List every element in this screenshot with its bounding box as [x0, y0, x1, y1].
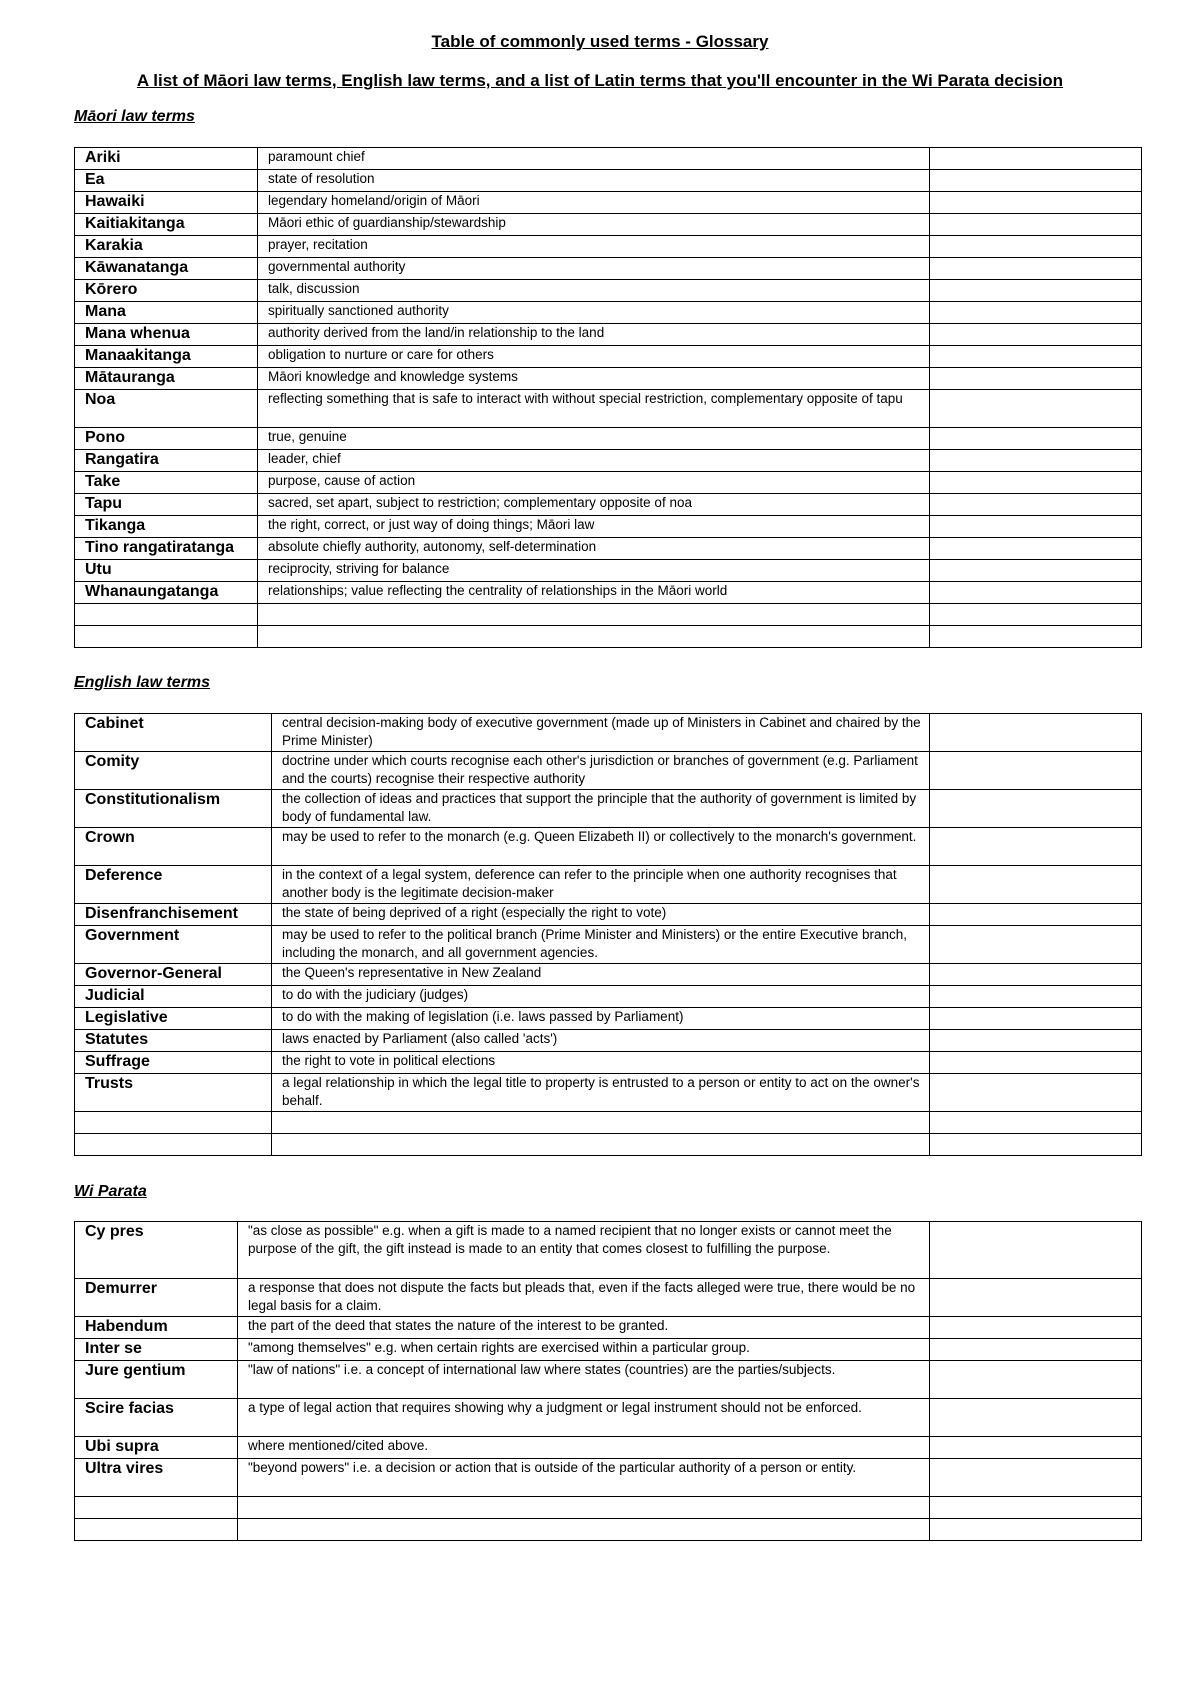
- definition-cell: paramount chief: [258, 148, 930, 170]
- definition-cell: to do with the making of legislation (i.e. laws passed by Parliament): [272, 1008, 930, 1030]
- empty-row: [75, 604, 1142, 626]
- english-terms-table: [74, 713, 1142, 1156]
- term-cell: Legislative: [75, 1008, 272, 1030]
- page-title: Table of commonly used terms - Glossary: [431, 32, 769, 51]
- section-heading-english: English law terms: [74, 674, 211, 691]
- term-cell: Kōrero: [75, 280, 258, 302]
- notes-cell: [930, 926, 1142, 964]
- definition-cell: obligation to nurture or care for others: [258, 346, 930, 368]
- definition-cell: a legal relationship in which the legal title to property is entrusted to a person or entity to act on the owner's behalf.: [272, 1074, 930, 1112]
- glossary-row: [75, 148, 1142, 170]
- term-cell: Demurrer: [75, 1279, 238, 1317]
- glossary-row: [75, 1399, 1142, 1437]
- definition-cell: true, genuine: [258, 428, 930, 450]
- term-cell: Habendum: [75, 1317, 238, 1339]
- glossary-row: [75, 538, 1142, 560]
- glossary-row: [75, 964, 1142, 986]
- term-cell: Crown: [75, 828, 272, 866]
- glossary-row: [75, 714, 1142, 752]
- glossary-row: [75, 904, 1142, 926]
- glossary-row: [75, 258, 1142, 280]
- term-cell: Disenfranchisement: [75, 904, 272, 926]
- term-cell: Scire facias: [75, 1399, 238, 1437]
- definition-cell: a response that does not dispute the facts but pleads that, even if the facts alleged were true, there would be no legal basis for a claim.: [238, 1279, 930, 1317]
- term-cell: Tapu: [75, 494, 258, 516]
- notes-cell: [930, 280, 1142, 302]
- maori-terms-table: [74, 147, 1142, 648]
- definition-cell: the state of being deprived of a right (especially the right to vote): [272, 904, 930, 926]
- glossary-row: [75, 828, 1142, 866]
- definition-cell: doctrine under which courts recognise each other's jurisdiction or branches of government (e.g. Parliament and the courts) recognise their respective authority: [272, 752, 930, 790]
- notes-cell: [930, 170, 1142, 192]
- section-heading-maori: Māori law terms: [74, 108, 195, 125]
- term-cell: Whanaungatanga: [75, 582, 258, 604]
- notes-cell: [930, 866, 1142, 904]
- glossary-row: [75, 368, 1142, 390]
- term-cell: Tino rangatiratanga: [75, 538, 258, 560]
- notes-cell: [930, 390, 1142, 428]
- glossary-row: [75, 494, 1142, 516]
- term-cell: Statutes: [75, 1030, 272, 1052]
- term-cell: Governor-General: [75, 964, 272, 986]
- term-cell: Jure gentium: [75, 1361, 238, 1399]
- definition-cell: state of resolution: [258, 170, 930, 192]
- glossary-row: [75, 170, 1142, 192]
- term-cell: Kaitiakitanga: [75, 214, 258, 236]
- term-cell: Cy pres: [75, 1222, 238, 1279]
- definition-cell: "beyond powers" i.e. a decision or action that is outside of the particular authority of a person or entity.: [238, 1459, 930, 1497]
- notes-cell: [930, 1052, 1142, 1074]
- glossary-row: [75, 1437, 1142, 1459]
- definition-cell: [258, 626, 930, 648]
- glossary-row: [75, 790, 1142, 828]
- term-cell: [75, 626, 258, 648]
- definition-cell: laws enacted by Parliament (also called 'acts'): [272, 1030, 930, 1052]
- notes-cell: [930, 1279, 1142, 1317]
- definition-cell: prayer, recitation: [258, 236, 930, 258]
- definition-cell: authority derived from the land/in relationship to the land: [258, 324, 930, 346]
- term-cell: [75, 1112, 272, 1134]
- definition-cell: Māori knowledge and knowledge systems: [258, 368, 930, 390]
- definition-cell: reflecting something that is safe to interact with without special restriction, complementary opposite of tapu: [258, 390, 930, 428]
- term-cell: [75, 604, 258, 626]
- notes-cell: [930, 1437, 1142, 1459]
- definition-cell: the collection of ideas and practices that support the principle that the authority of government is limited by body of fundamental law.: [272, 790, 930, 828]
- notes-cell: [930, 752, 1142, 790]
- notes-cell: [930, 1030, 1142, 1052]
- term-cell: Noa: [75, 390, 258, 428]
- glossary-row: [75, 1317, 1142, 1339]
- empty-row: [75, 1112, 1142, 1134]
- glossary-row: [75, 1052, 1142, 1074]
- notes-cell: [930, 538, 1142, 560]
- term-cell: Comity: [75, 752, 272, 790]
- glossary-row: [75, 1008, 1142, 1030]
- term-cell: Manaakitanga: [75, 346, 258, 368]
- term-cell: Tikanga: [75, 516, 258, 538]
- term-cell: Kāwanatanga: [75, 258, 258, 280]
- term-cell: Pono: [75, 428, 258, 450]
- term-cell: Ea: [75, 170, 258, 192]
- definition-cell: governmental authority: [258, 258, 930, 280]
- notes-cell: [930, 1134, 1142, 1156]
- glossary-row: [75, 280, 1142, 302]
- term-cell: Ultra vires: [75, 1459, 238, 1497]
- notes-cell: [930, 1008, 1142, 1030]
- notes-cell: [930, 192, 1142, 214]
- definition-cell: where mentioned/cited above.: [238, 1437, 930, 1459]
- notes-cell: [930, 790, 1142, 828]
- notes-cell: [930, 1361, 1142, 1399]
- term-cell: Karakia: [75, 236, 258, 258]
- notes-cell: [930, 626, 1142, 648]
- glossary-row: [75, 236, 1142, 258]
- glossary-row: [75, 1279, 1142, 1317]
- definition-cell: spiritually sanctioned authority: [258, 302, 930, 324]
- glossary-row: [75, 1030, 1142, 1052]
- glossary-row: [75, 192, 1142, 214]
- notes-cell: [930, 604, 1142, 626]
- definition-cell: "law of nations" i.e. a concept of international law where states (countries) are the parties/subjects.: [238, 1361, 930, 1399]
- notes-cell: [930, 904, 1142, 926]
- term-cell: Inter se: [75, 1339, 238, 1361]
- notes-cell: [930, 1339, 1142, 1361]
- term-cell: Deference: [75, 866, 272, 904]
- notes-cell: [930, 148, 1142, 170]
- term-cell: Rangatira: [75, 450, 258, 472]
- definition-cell: the right to vote in political elections: [272, 1052, 930, 1074]
- term-cell: [75, 1519, 238, 1541]
- term-cell: [75, 1497, 238, 1519]
- empty-row: [75, 626, 1142, 648]
- notes-cell: [930, 1399, 1142, 1437]
- notes-cell: [930, 346, 1142, 368]
- notes-cell: [930, 1222, 1142, 1279]
- definition-cell: "among themselves" e.g. when certain rights are exercised within a particular group.: [238, 1339, 930, 1361]
- term-cell: Mana: [75, 302, 258, 324]
- definition-cell: in the context of a legal system, deference can refer to the principle when one authority recognises that another body is the legitimate decision-maker: [272, 866, 930, 904]
- definition-cell: "as close as possible" e.g. when a gift is made to a named recipient that no longer exists or cannot meet the purpose of the gift, the gift instead is made to an entity that comes closest to fulfilling the purpose.: [238, 1222, 930, 1279]
- glossary-row: [75, 1339, 1142, 1361]
- notes-cell: [930, 582, 1142, 604]
- glossary-row: [75, 516, 1142, 538]
- definition-cell: central decision-making body of executive government (made up of Ministers in Cabinet and chaired by the Prime Minister): [272, 714, 930, 752]
- notes-cell: [930, 714, 1142, 752]
- glossary-row: [75, 1459, 1142, 1497]
- glossary-row: [75, 450, 1142, 472]
- term-cell: Government: [75, 926, 272, 964]
- glossary-row: [75, 472, 1142, 494]
- notes-cell: [930, 494, 1142, 516]
- definition-cell: [238, 1497, 930, 1519]
- definition-cell: [272, 1112, 930, 1134]
- definition-cell: purpose, cause of action: [258, 472, 930, 494]
- glossary-row: [75, 1361, 1142, 1399]
- empty-row: [75, 1497, 1142, 1519]
- definition-cell: [238, 1519, 930, 1541]
- glossary-row: [75, 560, 1142, 582]
- glossary-row: [75, 390, 1142, 428]
- section-heading-wi-parata: Wi Parata: [74, 1183, 147, 1200]
- page-subtitle: A list of Māori law terms, English law terms, and a list of Latin terms that you'll encounter in the Wi Parata decision: [136, 71, 1064, 90]
- glossary-row: [75, 324, 1142, 346]
- notes-cell: [930, 516, 1142, 538]
- notes-cell: [930, 964, 1142, 986]
- empty-row: [75, 1134, 1142, 1156]
- term-cell: Cabinet: [75, 714, 272, 752]
- term-cell: Utu: [75, 560, 258, 582]
- term-cell: Ariki: [75, 148, 258, 170]
- term-cell: Constitutionalism: [75, 790, 272, 828]
- notes-cell: [930, 472, 1142, 494]
- term-cell: Mātauranga: [75, 368, 258, 390]
- glossary-row: [75, 986, 1142, 1008]
- definition-cell: may be used to refer to the monarch (e.g. Queen Elizabeth II) or collectively to the monarch's government.: [272, 828, 930, 866]
- term-cell: Mana whenua: [75, 324, 258, 346]
- definition-cell: the Queen's representative in New Zealand: [272, 964, 930, 986]
- term-cell: Ubi supra: [75, 1437, 238, 1459]
- notes-cell: [930, 428, 1142, 450]
- definition-cell: may be used to refer to the political branch (Prime Minister and Ministers) or the entire Executive branch, including the monarch, and all government agencies.: [272, 926, 930, 964]
- definition-cell: leader, chief: [258, 450, 930, 472]
- notes-cell: [930, 1459, 1142, 1497]
- notes-cell: [930, 236, 1142, 258]
- notes-cell: [930, 986, 1142, 1008]
- definition-cell: absolute chiefly authority, autonomy, self-determination: [258, 538, 930, 560]
- glossary-row: [75, 1074, 1142, 1112]
- term-cell: Trusts: [75, 1074, 272, 1112]
- notes-cell: [930, 1519, 1142, 1541]
- notes-cell: [930, 324, 1142, 346]
- notes-cell: [930, 214, 1142, 236]
- definition-cell: the right, correct, or just way of doing things; Māori law: [258, 516, 930, 538]
- notes-cell: [930, 1497, 1142, 1519]
- glossary-row: [75, 582, 1142, 604]
- glossary-row: [75, 866, 1142, 904]
- definition-cell: relationships; value reflecting the centrality of relationships in the Māori world: [258, 582, 930, 604]
- notes-cell: [930, 302, 1142, 324]
- term-cell: Hawaiki: [75, 192, 258, 214]
- definition-cell: a type of legal action that requires showing why a judgment or legal instrument should not be enforced.: [238, 1399, 930, 1437]
- definition-cell: reciprocity, striving for balance: [258, 560, 930, 582]
- term-cell: [75, 1134, 272, 1156]
- notes-cell: [930, 1317, 1142, 1339]
- definition-cell: Māori ethic of guardianship/stewardship: [258, 214, 930, 236]
- definition-cell: sacred, set apart, subject to restriction; complementary opposite of noa: [258, 494, 930, 516]
- glossary-row: [75, 302, 1142, 324]
- notes-cell: [930, 258, 1142, 280]
- definition-cell: talk, discussion: [258, 280, 930, 302]
- glossary-row: [75, 1222, 1142, 1279]
- notes-cell: [930, 560, 1142, 582]
- notes-cell: [930, 1074, 1142, 1112]
- glossary-row: [75, 926, 1142, 964]
- definition-cell: the part of the deed that states the nature of the interest to be granted.: [238, 1317, 930, 1339]
- glossary-row: [75, 346, 1142, 368]
- notes-cell: [930, 368, 1142, 390]
- definition-cell: to do with the judiciary (judges): [272, 986, 930, 1008]
- term-cell: Take: [75, 472, 258, 494]
- notes-cell: [930, 1112, 1142, 1134]
- glossary-row: [75, 752, 1142, 790]
- term-cell: Suffrage: [75, 1052, 272, 1074]
- definition-cell: [258, 604, 930, 626]
- notes-cell: [930, 450, 1142, 472]
- empty-row: [75, 1519, 1142, 1541]
- wi-parata-terms-table: [74, 1221, 1142, 1541]
- definition-cell: legendary homeland/origin of Māori: [258, 192, 930, 214]
- glossary-row: [75, 214, 1142, 236]
- definition-cell: [272, 1134, 930, 1156]
- term-cell: Judicial: [75, 986, 272, 1008]
- glossary-row: [75, 428, 1142, 450]
- notes-cell: [930, 828, 1142, 866]
